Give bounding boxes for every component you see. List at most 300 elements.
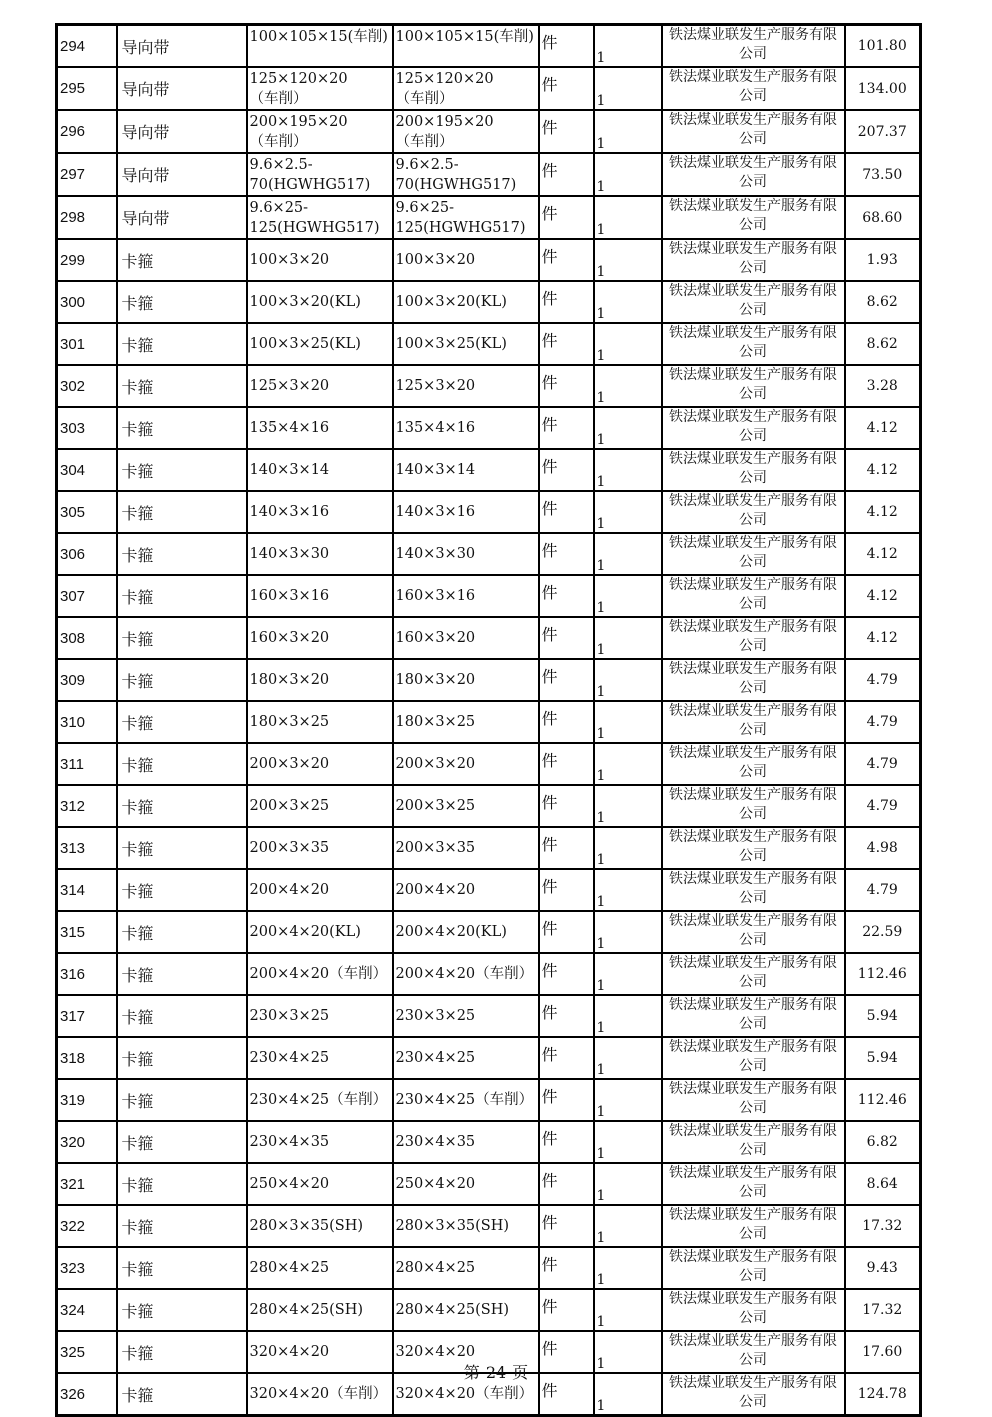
table-row (57, 25, 921, 68)
cell-spec: 160×3×16 (247, 575, 393, 617)
cell-spec: 320×4×20（车削） (247, 1373, 393, 1416)
table-row (57, 1289, 921, 1331)
cell-model: 200×195×20 （车削） (393, 110, 539, 153)
cell-supplier: 铁法煤业联发生产服务有限公司 (662, 1331, 845, 1373)
cell-number: 305 (57, 491, 117, 533)
cell-supplier: 铁法煤业联发生产服务有限公司 (662, 1121, 845, 1163)
cell-model: 320×4×20 (393, 1331, 539, 1373)
cell-model: 135×4×16 (393, 407, 539, 449)
cell-model: 100×3×20 (393, 239, 539, 281)
cell-number: 296 (57, 110, 117, 153)
cell-name: 卡箍 (117, 953, 247, 995)
table-row (57, 196, 921, 239)
cell-name: 卡箍 (117, 1247, 247, 1289)
cell-model: 100×105×15(车削) (393, 25, 539, 68)
cell-supplier: 铁法煤业联发生产服务有限公司 (662, 827, 845, 869)
cell-unit: 件 (539, 110, 594, 153)
cell-model: 9.6×2.5- 70(HGWHG517) (393, 153, 539, 196)
table-row (57, 323, 921, 365)
cell-name: 导向带 (117, 153, 247, 196)
cell-number: 297 (57, 153, 117, 196)
cell-number: 313 (57, 827, 117, 869)
cell-spec: 180×3×25 (247, 701, 393, 743)
cell-spec: 230×4×25 (247, 1037, 393, 1079)
cell-unit: 件 (539, 1037, 594, 1079)
cell-quantity: 1 (594, 365, 662, 407)
cell-number: 314 (57, 869, 117, 911)
table-row (57, 449, 921, 491)
cell-spec: 100×3×20(KL) (247, 281, 393, 323)
cell-spec: 200×195×20 （车削） (247, 110, 393, 153)
cell-model: 280×4×25(SH) (393, 1289, 539, 1331)
cell-supplier: 铁法煤业联发生产服务有限公司 (662, 617, 845, 659)
cell-unit: 件 (539, 449, 594, 491)
cell-unit: 件 (539, 953, 594, 995)
parts-price-table (55, 23, 922, 1417)
cell-name: 卡箍 (117, 1079, 247, 1121)
cell-model: 200×4×20(KL) (393, 911, 539, 953)
cell-spec: 100×3×25(KL) (247, 323, 393, 365)
cell-supplier: 铁法煤业联发生产服务有限公司 (662, 533, 845, 575)
cell-quantity: 1 (594, 1247, 662, 1289)
cell-quantity: 1 (594, 491, 662, 533)
cell-spec: 140×3×30 (247, 533, 393, 575)
cell-quantity: 1 (594, 25, 662, 68)
cell-quantity: 1 (594, 1373, 662, 1416)
cell-number: 302 (57, 365, 117, 407)
cell-unit: 件 (539, 575, 594, 617)
cell-quantity: 1 (594, 110, 662, 153)
cell-name: 卡箍 (117, 1121, 247, 1163)
cell-model: 140×3×30 (393, 533, 539, 575)
cell-spec: 230×4×35 (247, 1121, 393, 1163)
cell-unit: 件 (539, 1289, 594, 1331)
table-row (57, 67, 921, 110)
cell-quantity: 1 (594, 533, 662, 575)
cell-quantity: 1 (594, 869, 662, 911)
cell-number: 321 (57, 1163, 117, 1205)
table-row (57, 617, 921, 659)
table-row (57, 491, 921, 533)
cell-spec: 280×4×25(SH) (247, 1289, 393, 1331)
cell-supplier: 铁法煤业联发生产服务有限公司 (662, 407, 845, 449)
cell-model: 230×4×25 (393, 1037, 539, 1079)
cell-unit: 件 (539, 743, 594, 785)
cell-number: 308 (57, 617, 117, 659)
cell-model: 140×3×16 (393, 491, 539, 533)
cell-spec: 280×3×35(SH) (247, 1205, 393, 1247)
cell-unit: 件 (539, 1331, 594, 1373)
cell-spec: 200×3×20 (247, 743, 393, 785)
cell-supplier: 铁法煤业联发生产服务有限公司 (662, 323, 845, 365)
cell-model: 200×4×20 (393, 869, 539, 911)
cell-quantity: 1 (594, 323, 662, 365)
cell-number: 298 (57, 196, 117, 239)
cell-unit: 件 (539, 407, 594, 449)
cell-supplier: 铁法煤业联发生产服务有限公司 (662, 659, 845, 701)
cell-quantity: 1 (594, 1079, 662, 1121)
cell-price: 17.32 (845, 1205, 921, 1247)
cell-quantity: 1 (594, 1205, 662, 1247)
table-row (57, 533, 921, 575)
cell-unit: 件 (539, 1121, 594, 1163)
cell-quantity: 1 (594, 995, 662, 1037)
cell-spec: 250×4×20 (247, 1163, 393, 1205)
table-row (57, 1205, 921, 1247)
cell-model: 280×4×25 (393, 1247, 539, 1289)
cell-model: 280×3×35(SH) (393, 1205, 539, 1247)
cell-number: 319 (57, 1079, 117, 1121)
cell-supplier: 铁法煤业联发生产服务有限公司 (662, 239, 845, 281)
cell-unit: 件 (539, 1205, 594, 1247)
cell-name: 卡箍 (117, 1037, 247, 1079)
cell-name: 卡箍 (117, 743, 247, 785)
cell-quantity: 1 (594, 1121, 662, 1163)
cell-supplier: 铁法煤业联发生产服务有限公司 (662, 911, 845, 953)
table-row (57, 1163, 921, 1205)
cell-quantity: 1 (594, 449, 662, 491)
cell-supplier: 铁法煤业联发生产服务有限公司 (662, 995, 845, 1037)
cell-quantity: 1 (594, 785, 662, 827)
cell-quantity: 1 (594, 953, 662, 995)
cell-price: 4.79 (845, 743, 921, 785)
cell-name: 卡箍 (117, 869, 247, 911)
cell-number: 323 (57, 1247, 117, 1289)
cell-price: 134.00 (845, 67, 921, 110)
cell-unit: 件 (539, 995, 594, 1037)
cell-name: 卡箍 (117, 323, 247, 365)
table-row (57, 869, 921, 911)
cell-quantity: 1 (594, 659, 662, 701)
cell-quantity: 1 (594, 1289, 662, 1331)
table-row (57, 281, 921, 323)
cell-spec: 100×105×15(车削) (247, 25, 393, 68)
cell-number: 295 (57, 67, 117, 110)
cell-price: 112.46 (845, 953, 921, 995)
cell-model: 100×3×20(KL) (393, 281, 539, 323)
table-body (57, 25, 921, 1416)
cell-number: 326 (57, 1373, 117, 1416)
cell-number: 318 (57, 1037, 117, 1079)
cell-price: 4.98 (845, 827, 921, 869)
cell-model: 230×3×25 (393, 995, 539, 1037)
page-suffix: 页 (512, 1363, 529, 1382)
cell-unit: 件 (539, 659, 594, 701)
cell-name: 卡箍 (117, 1289, 247, 1331)
cell-price: 124.78 (845, 1373, 921, 1416)
cell-spec: 9.6×25- 125(HGWHG517) (247, 196, 393, 239)
cell-name: 导向带 (117, 196, 247, 239)
cell-spec: 125×120×20 （车削） (247, 67, 393, 110)
cell-model: 100×3×25(KL) (393, 323, 539, 365)
cell-unit: 件 (539, 491, 594, 533)
cell-name: 卡箍 (117, 239, 247, 281)
cell-unit: 件 (539, 1247, 594, 1289)
table-row (57, 911, 921, 953)
cell-supplier: 铁法煤业联发生产服务有限公司 (662, 1205, 845, 1247)
cell-price: 8.62 (845, 323, 921, 365)
cell-quantity: 1 (594, 196, 662, 239)
cell-quantity: 1 (594, 281, 662, 323)
cell-supplier: 铁法煤业联发生产服务有限公司 (662, 1247, 845, 1289)
cell-name: 卡箍 (117, 365, 247, 407)
page-footer (0, 1360, 992, 1383)
cell-name: 卡箍 (117, 533, 247, 575)
cell-spec: 200×3×35 (247, 827, 393, 869)
cell-price: 17.60 (845, 1331, 921, 1373)
cell-spec: 230×4×25（车削） (247, 1079, 393, 1121)
cell-spec: 200×4×20 (247, 869, 393, 911)
cell-name: 卡箍 (117, 995, 247, 1037)
cell-price: 112.46 (845, 1079, 921, 1121)
cell-supplier: 铁法煤业联发生产服务有限公司 (662, 67, 845, 110)
cell-supplier: 铁法煤业联发生产服务有限公司 (662, 491, 845, 533)
cell-number: 307 (57, 575, 117, 617)
table-row (57, 239, 921, 281)
cell-model: 180×3×25 (393, 701, 539, 743)
cell-model: 160×3×16 (393, 575, 539, 617)
cell-unit: 件 (539, 1079, 594, 1121)
cell-number: 310 (57, 701, 117, 743)
cell-price: 68.60 (845, 196, 921, 239)
cell-supplier: 铁法煤业联发生产服务有限公司 (662, 1079, 845, 1121)
cell-supplier: 铁法煤业联发生产服务有限公司 (662, 365, 845, 407)
cell-supplier: 铁法煤业联发生产服务有限公司 (662, 785, 845, 827)
cell-number: 304 (57, 449, 117, 491)
cell-price: 4.12 (845, 575, 921, 617)
cell-number: 301 (57, 323, 117, 365)
cell-model: 140×3×14 (393, 449, 539, 491)
cell-number: 300 (57, 281, 117, 323)
cell-price: 4.12 (845, 533, 921, 575)
cell-supplier: 铁法煤业联发生产服务有限公司 (662, 1163, 845, 1205)
cell-spec: 160×3×20 (247, 617, 393, 659)
cell-quantity: 1 (594, 827, 662, 869)
cell-supplier: 铁法煤业联发生产服务有限公司 (662, 1373, 845, 1416)
cell-quantity: 1 (594, 743, 662, 785)
table-row (57, 1079, 921, 1121)
cell-number: 299 (57, 239, 117, 281)
cell-price: 4.12 (845, 407, 921, 449)
table-row (57, 365, 921, 407)
table-row (57, 785, 921, 827)
cell-spec: 180×3×20 (247, 659, 393, 701)
cell-spec: 140×3×16 (247, 491, 393, 533)
cell-spec: 200×4×20（车削） (247, 953, 393, 995)
cell-name: 卡箍 (117, 1373, 247, 1416)
cell-model: 320×4×20（车削） (393, 1373, 539, 1416)
cell-price: 4.79 (845, 869, 921, 911)
cell-model: 160×3×20 (393, 617, 539, 659)
cell-supplier: 铁法煤业联发生产服务有限公司 (662, 1037, 845, 1079)
cell-price: 4.79 (845, 701, 921, 743)
cell-model: 200×3×20 (393, 743, 539, 785)
cell-quantity: 1 (594, 701, 662, 743)
cell-model: 200×3×25 (393, 785, 539, 827)
cell-price: 5.94 (845, 995, 921, 1037)
cell-price: 101.80 (845, 25, 921, 68)
cell-price: 22.59 (845, 911, 921, 953)
cell-name: 卡箍 (117, 617, 247, 659)
cell-price: 5.94 (845, 1037, 921, 1079)
cell-supplier: 铁法煤业联发生产服务有限公司 (662, 449, 845, 491)
cell-quantity: 1 (594, 153, 662, 196)
cell-price: 6.82 (845, 1121, 921, 1163)
cell-unit: 件 (539, 827, 594, 869)
table-row (57, 575, 921, 617)
cell-price: 9.43 (845, 1247, 921, 1289)
cell-model: 200×4×20（车削） (393, 953, 539, 995)
cell-spec: 200×4×20(KL) (247, 911, 393, 953)
cell-quantity: 1 (594, 911, 662, 953)
cell-price: 207.37 (845, 110, 921, 153)
cell-supplier: 铁法煤业联发生产服务有限公司 (662, 701, 845, 743)
cell-quantity: 1 (594, 1163, 662, 1205)
cell-price: 4.12 (845, 617, 921, 659)
cell-quantity: 1 (594, 239, 662, 281)
cell-number: 325 (57, 1331, 117, 1373)
cell-supplier: 铁法煤业联发生产服务有限公司 (662, 153, 845, 196)
table-row (57, 1121, 921, 1163)
cell-model: 250×4×20 (393, 1163, 539, 1205)
table-row (57, 701, 921, 743)
cell-name: 卡箍 (117, 575, 247, 617)
cell-name: 导向带 (117, 25, 247, 68)
table-row (57, 1247, 921, 1289)
cell-unit: 件 (539, 239, 594, 281)
cell-supplier: 铁法煤业联发生产服务有限公司 (662, 575, 845, 617)
cell-unit: 件 (539, 1163, 594, 1205)
cell-model: 230×4×25（车削） (393, 1079, 539, 1121)
cell-price: 8.64 (845, 1163, 921, 1205)
cell-price: 4.12 (845, 491, 921, 533)
cell-quantity: 1 (594, 575, 662, 617)
cell-supplier: 铁法煤业联发生产服务有限公司 (662, 196, 845, 239)
cell-name: 卡箍 (117, 449, 247, 491)
cell-name: 卡箍 (117, 1331, 247, 1373)
cell-number: 317 (57, 995, 117, 1037)
cell-quantity: 1 (594, 407, 662, 449)
cell-number: 306 (57, 533, 117, 575)
cell-model: 230×4×35 (393, 1121, 539, 1163)
cell-quantity: 1 (594, 1331, 662, 1373)
cell-unit: 件 (539, 67, 594, 110)
table-row (57, 953, 921, 995)
cell-unit: 件 (539, 281, 594, 323)
cell-supplier: 铁法煤业联发生产服务有限公司 (662, 743, 845, 785)
cell-unit: 件 (539, 196, 594, 239)
cell-name: 卡箍 (117, 827, 247, 869)
cell-number: 320 (57, 1121, 117, 1163)
cell-number: 315 (57, 911, 117, 953)
table-row (57, 659, 921, 701)
cell-price: 17.32 (845, 1289, 921, 1331)
page-number: 24 (485, 1363, 507, 1382)
cell-name: 导向带 (117, 67, 247, 110)
cell-unit: 件 (539, 25, 594, 68)
cell-quantity: 1 (594, 1037, 662, 1079)
cell-price: 73.50 (845, 153, 921, 196)
cell-unit: 件 (539, 1373, 594, 1416)
cell-number: 309 (57, 659, 117, 701)
cell-price: 4.79 (845, 659, 921, 701)
cell-spec: 140×3×14 (247, 449, 393, 491)
cell-unit: 件 (539, 911, 594, 953)
cell-supplier: 铁法煤业联发生产服务有限公司 (662, 25, 845, 68)
cell-model: 180×3×20 (393, 659, 539, 701)
cell-model: 125×120×20 （车削） (393, 67, 539, 110)
cell-number: 316 (57, 953, 117, 995)
cell-unit: 件 (539, 323, 594, 365)
cell-spec: 135×4×16 (247, 407, 393, 449)
cell-unit: 件 (539, 785, 594, 827)
cell-supplier: 铁法煤业联发生产服务有限公司 (662, 869, 845, 911)
cell-price: 1.93 (845, 239, 921, 281)
cell-spec: 200×3×25 (247, 785, 393, 827)
cell-name: 卡箍 (117, 281, 247, 323)
cell-quantity: 1 (594, 67, 662, 110)
cell-spec: 9.6×2.5- 70(HGWHG517) (247, 153, 393, 196)
cell-unit: 件 (539, 533, 594, 575)
cell-number: 324 (57, 1289, 117, 1331)
cell-price: 4.12 (845, 449, 921, 491)
table-row (57, 1037, 921, 1079)
cell-unit: 件 (539, 869, 594, 911)
cell-number: 322 (57, 1205, 117, 1247)
table-row (57, 407, 921, 449)
cell-price: 4.79 (845, 785, 921, 827)
table-row (57, 153, 921, 196)
cell-unit: 件 (539, 153, 594, 196)
cell-spec: 230×3×25 (247, 995, 393, 1037)
cell-supplier: 铁法煤业联发生产服务有限公司 (662, 1289, 845, 1331)
cell-spec: 125×3×20 (247, 365, 393, 407)
cell-name: 卡箍 (117, 1205, 247, 1247)
cell-supplier: 铁法煤业联发生产服务有限公司 (662, 110, 845, 153)
cell-spec: 320×4×20 (247, 1331, 393, 1373)
table-row (57, 743, 921, 785)
cell-number: 303 (57, 407, 117, 449)
cell-model: 9.6×25- 125(HGWHG517) (393, 196, 539, 239)
cell-name: 导向带 (117, 110, 247, 153)
table-row (57, 995, 921, 1037)
table-row (57, 827, 921, 869)
cell-model: 200×3×35 (393, 827, 539, 869)
cell-name: 卡箍 (117, 701, 247, 743)
cell-spec: 280×4×25 (247, 1247, 393, 1289)
cell-number: 311 (57, 743, 117, 785)
cell-name: 卡箍 (117, 911, 247, 953)
cell-unit: 件 (539, 701, 594, 743)
cell-price: 3.28 (845, 365, 921, 407)
page-prefix: 第 (463, 1363, 480, 1382)
cell-supplier: 铁法煤业联发生产服务有限公司 (662, 953, 845, 995)
cell-number: 312 (57, 785, 117, 827)
cell-number: 294 (57, 25, 117, 68)
cell-supplier: 铁法煤业联发生产服务有限公司 (662, 281, 845, 323)
cell-name: 卡箍 (117, 407, 247, 449)
cell-price: 8.62 (845, 281, 921, 323)
cell-name: 卡箍 (117, 659, 247, 701)
cell-name: 卡箍 (117, 1163, 247, 1205)
cell-model: 125×3×20 (393, 365, 539, 407)
cell-name: 卡箍 (117, 491, 247, 533)
table-row (57, 110, 921, 153)
cell-spec: 100×3×20 (247, 239, 393, 281)
cell-quantity: 1 (594, 617, 662, 659)
cell-unit: 件 (539, 365, 594, 407)
cell-name: 卡箍 (117, 785, 247, 827)
